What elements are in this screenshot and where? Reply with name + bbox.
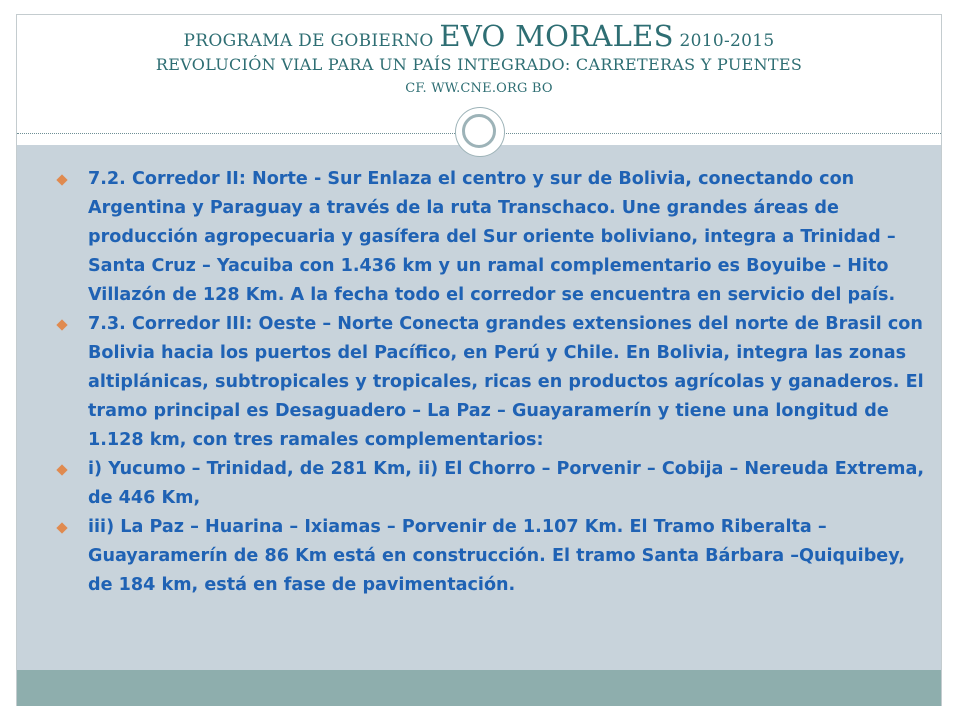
bullet-diamond-icon bbox=[56, 174, 67, 185]
bullet-text: 7.3. Corredor III: Oeste – Norte Conecta grandes extensiones del norte de Brasil con Bolivia hacia los puertos del Pacífico, en Perú y Chile. En Bolivia, integra las zonas altiplánicas, subtropicales y tropicales, ricas en productos agrícolas y ganaderos. El tramo principal es Desaguadero – La Paz – Guayaramerín y tiene una longitud de 1.128 km, con tres ramales complementarios: bbox=[88, 314, 924, 450]
bullet-text: 7.2. Corredor II: Norte - Sur Enlaza el centro y sur de Bolivia, conectando con Argentina y Paraguay a través de la ruta Transchaco. Une grandes áreas de producción agropecuaria y gasífera del Sur oriente boliviano, integra a Trinidad – Santa Cruz – Yacuiba con 1.436 km y un ramal complementario es Boyuibe – Hito Villazón de 128 Km. A la fecha todo el corredor se encuentra en servicio del país. bbox=[88, 169, 896, 305]
footer-band bbox=[17, 670, 941, 706]
bullet-list bbox=[53, 165, 925, 600]
bullet-item bbox=[53, 310, 925, 455]
bullet-diamond-icon bbox=[56, 522, 67, 533]
slide bbox=[16, 14, 942, 706]
slide-source: CF. WW.CNE.ORG BO bbox=[405, 81, 553, 96]
bullet-item bbox=[53, 455, 925, 513]
title-name: EVO MORALES bbox=[439, 19, 674, 53]
bullet-item bbox=[53, 165, 925, 310]
title-prefix: PROGRAMA DE GOBIERNO bbox=[183, 31, 440, 51]
slide-title bbox=[17, 19, 941, 53]
bullet-item bbox=[53, 513, 925, 600]
title-years: 2010-2015 bbox=[673, 31, 775, 51]
bullet-diamond-icon bbox=[56, 464, 67, 475]
bullet-text: i) Yucumo – Trinidad, de 281 Km, ii) El Chorro – Porvenir – Cobija – Nereuda Extrema, de 446 Km, bbox=[88, 459, 925, 508]
slide-subtitle: REVOLUCIÓN VIAL PARA UN PAÍS INTEGRADO: CARRETERAS Y PUENTES bbox=[155, 55, 803, 74]
bullet-text: iii) La Paz – Huarina – Ixiamas – Porvenir de 1.107 Km. El Tramo Riberalta – Guayaramerín de 86 Km está en construcción. El tramo Santa Bárbara –Quiquibey, de 184 km, está en fase de pavimentación. bbox=[88, 517, 906, 595]
decorative-circle-icon bbox=[455, 107, 505, 157]
bullet-diamond-icon bbox=[56, 319, 67, 330]
